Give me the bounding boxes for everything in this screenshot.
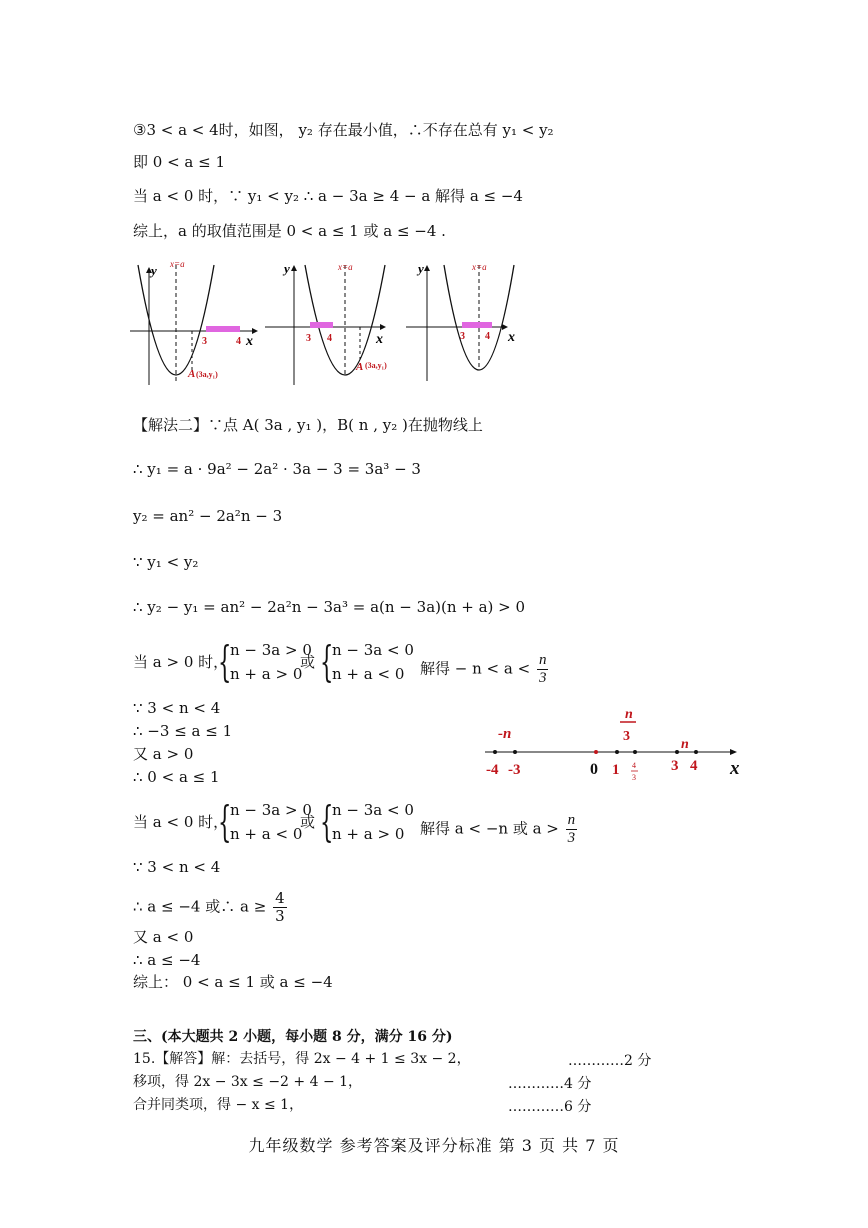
line-summary1: 综上，a 的取值范围是 0 < a ≤ 1 或 a ≤ −4 . [133,222,446,240]
graph2-point-coord: (3a,y₁) [365,361,387,370]
line-y2-expr: y₂ = an² − 2a²n − 3 [133,507,283,525]
graph3-tick-3: 3 [460,331,465,342]
line-a-range1: ∴ −3 ≤ a ≤ 1 [133,722,233,740]
graph2-point-a: A [356,361,364,373]
system-1a: { n − 3a > 0 n + a > 0 [218,637,312,686]
line-n-range2: ∵ 3 < n < 4 [133,858,221,876]
system-2b-row2: n + a > 0 [332,825,405,843]
solve-text-2: 解得 a < −n 或 a > [420,819,559,838]
line-y1-expr: ∴ y₁ = a · 9a² − 2a² · 3a − 3 = 3a³ − 3 [133,460,421,478]
system-1b-row2: n + a < 0 [332,665,405,683]
graph1-x-label: x [246,334,253,349]
fraction-n-over-3-b: $\frac{n}{3}$ [567,812,576,846]
numberline-n-over-3-den: 3 [623,729,630,744]
line-difference: ∴ y₂ − y₁ = an² − 2a²n − 3a³ = a(n − 3a)(n + a) > 0 [133,598,526,616]
number-line [480,700,755,790]
line-a-range2 [133,890,289,925]
graph3-y-label: y [418,261,424,276]
numberline-tick-4: 4 [690,758,698,774]
line-method2: 【解法二】∵点 A( 3a , y₁ )，B( n , y₂ )在抛物线上 [133,416,483,434]
score-2: …………2 分 [568,1053,652,1069]
system-1a-row2: n + a > 0 [230,665,303,683]
numberline-four-thirds-den: 3 [632,773,636,782]
graph-3 [406,261,515,381]
system-2a-row2: n + a < 0 [230,825,303,843]
graph1-tick-3: 3 [202,336,207,347]
graph1-y-label: y [151,263,157,278]
numberline-four-thirds-num: 4 [632,761,636,770]
line-a-result1: ∴ 0 < a ≤ 1 [133,768,220,786]
numberline-neg-n: -n [498,726,512,742]
graph2-tick-4: 4 [327,333,332,344]
line-a-negative: 又 a < 0 [133,928,194,946]
line-case-a-pos-or: 或 [300,653,316,671]
line-a-positive: 又 a > 0 [133,745,194,763]
fraction-n-over-3: $\frac{n}{3}$ [538,652,547,686]
numberline-tick-neg4: -4 [486,762,499,778]
graph-2 [265,261,387,385]
graph2-y-label: y [284,261,290,276]
system-2a: { n − 3a > 0 n + a < 0 [218,797,312,846]
fraction-four-thirds: $\frac{4}{3}$ [275,889,285,925]
line-case-a-neg-solve [420,812,579,847]
line-since-y1-lt-y2: ∵ y₁ < y₂ [133,553,199,571]
graph3-x-label: x [508,330,515,345]
graph-1 [130,259,258,385]
numberline-x-label: x [730,758,740,779]
system-1b-row1: n − 3a < 0 [332,641,414,659]
system-2a-row1: n − 3a > 0 [230,801,312,819]
system-2b-row1: n − 3a < 0 [332,801,414,819]
line-summary2: 综上： 0 < a ≤ 1 或 a ≤ −4 [133,973,333,991]
numberline-n-over-3-num: n [625,707,633,722]
line-case-a-pos-prefix: 当 a > 0 时， [133,653,229,671]
q15-step1: 15.【解答】解：去括号，得 2x − 4 + 1 ≤ 3x − 2， [133,1051,471,1067]
graph1-point-coord: (3a,y₁) [196,370,218,379]
numberline-tick-neg3: -3 [508,762,521,778]
line-n-range1: ∵ 3 < n < 4 [133,699,221,717]
line-range1: 即 0 < a ≤ 1 [133,153,226,171]
graph1-axis-label: x=a [170,259,185,269]
numberline-tick-3: 3 [671,758,679,774]
line-case-a-pos-solve [420,652,550,687]
graph1-point-a: A [188,368,196,380]
q15-step2: 移项，得 2x − 3x ≤ −2 + 4 − 1， [133,1074,363,1090]
graph3-axis-label: x=a [472,262,487,272]
numberline-tick-0: 0 [590,761,598,778]
solve-text-1: 解得 − n < a < [420,659,531,678]
system-1a-row1: n − 3a > 0 [230,641,312,659]
line-negative-case: 当 a < 0 时，∵ y₁ < y₂ ∴ a − 3a ≥ 4 − a 解得 a ≤ −4 [133,187,523,205]
section-3-heading: 三、(本大题共 2 小题，每小题 8 分，满分 16 分) [133,1029,453,1045]
system-2b: { n − 3a < 0 n + a > 0 [320,797,414,846]
numberline-tick-1: 1 [612,762,620,778]
score-6: …………6 分 [508,1099,592,1115]
graph1-tick-4: 4 [236,336,241,347]
line-case-a-neg-or: 或 [300,813,316,831]
page-footer: 九年级数学 参考答案及评分标准 第 3 页 共 7 页 [248,1136,620,1155]
graph2-tick-3: 3 [306,333,311,344]
parabola-graphs [130,255,540,390]
graph2-x-label: x [376,332,383,347]
line-case3: ③3 < a < 4时，如图， y₂ 存在最小值，∴不存在总有 y₁ < y₂ [133,121,554,139]
graph3-tick-4: 4 [485,331,490,342]
line-a-result2: ∴ a ≤ −4 [133,951,201,969]
a-range2-text: ∴ a ≤ −4 或∴ a ≥ [133,897,267,916]
q15-step3: 合并同类项，得 − x ≤ 1， [133,1097,304,1113]
graph2-axis-label: x=a [338,262,353,272]
numberline-n: n [681,737,689,752]
score-4: …………4 分 [508,1076,592,1092]
line-case-a-neg-prefix: 当 a < 0 时， [133,813,229,831]
system-1b: { n − 3a < 0 n + a < 0 [320,637,414,686]
